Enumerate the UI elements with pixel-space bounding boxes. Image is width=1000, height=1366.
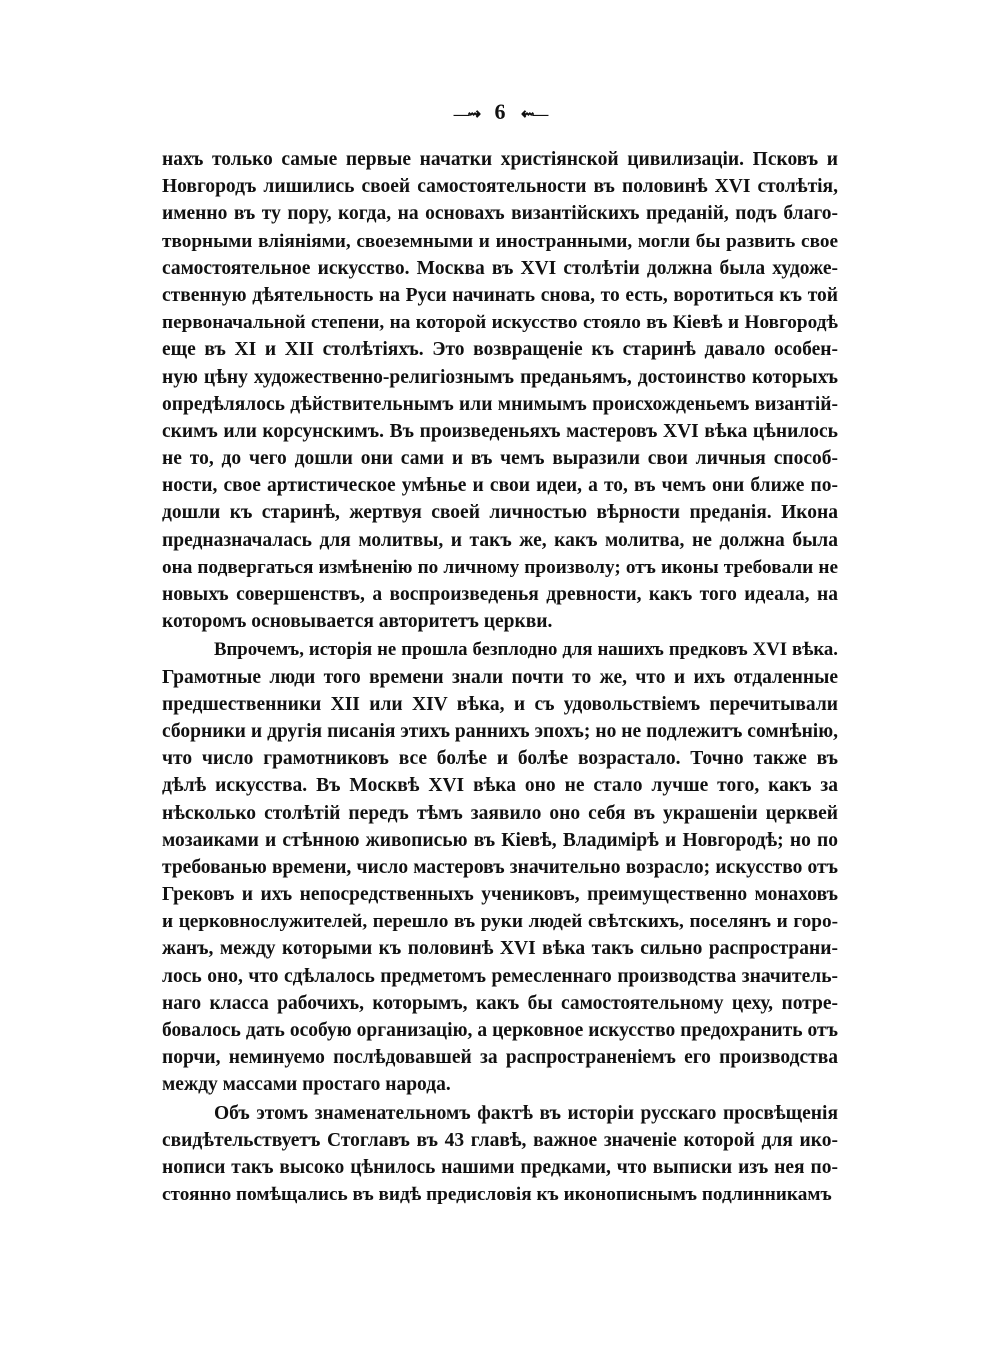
text-line: ности, свое артистическое умѣнье и свои идеи, а то, въ чемъ они ближе по- bbox=[162, 475, 838, 497]
text-line: первоначальной степени, на которой искусство стояло въ Кіевѣ и Новгородѣ bbox=[162, 312, 838, 334]
left-ornament: —⇝ bbox=[453, 106, 479, 123]
text-line: именно въ ту пору, когда, на основахъ византійскихъ преданій, подъ благо- bbox=[162, 203, 838, 225]
text-line: наго класса рабочихъ, которымъ, какъ бы самостоятельному цеху, потре- bbox=[162, 992, 838, 1014]
text-line: нѣсколько столѣтій передъ тѣмъ заявило оно себя въ украшеніи церквей bbox=[162, 802, 838, 824]
text-line: новыхъ совершенствъ, а воспроизведенья древности, какъ того идеала, на bbox=[162, 584, 838, 605]
text-line: мозаиками и стѣнною живописью въ Кіевѣ, Владимірѣ и Новгородѣ; но по bbox=[162, 829, 838, 851]
text-line: опредѣлялось дѣйствительнымъ или мнимымъ происхожденьемъ византій- bbox=[162, 393, 838, 415]
text-line: предшественники XII или XIV вѣка, и съ удовольствіемъ перечитывали bbox=[162, 693, 838, 715]
text-line: Грековъ и ихъ непосредственныхъ учениковъ, преимущественно монаховъ bbox=[162, 884, 838, 906]
text-line: Объ этомъ знаменательномъ фактѣ въ исторіи русскаго просвѣщенія bbox=[214, 1102, 838, 1124]
text-line: самостоятельное искусство. Москва въ XVI столѣтіи должна была художе- bbox=[162, 257, 838, 279]
text-line: порчи, неминуемо послѣдовавшей за распространеніемъ его производства bbox=[162, 1047, 838, 1069]
text-line: жанъ, между которыми къ половинѣ XVI вѣка такъ сильно распространи- bbox=[162, 938, 838, 960]
text-line: еще въ XI и XII столѣтіяхъ. Это возвращеніе къ старинѣ давало особен- bbox=[162, 339, 838, 361]
text-line: Грамотные люди того времени знали почти то же, что и ихъ отдаленные bbox=[162, 666, 838, 688]
text-line: дѣлѣ искусства. Въ Москвѣ XVI вѣка оно не стало лучше того, какъ за bbox=[162, 775, 838, 797]
text-line: ную цѣну художественно-религіознымъ преданьямъ, достоинство которыхъ bbox=[162, 366, 838, 388]
text-line: ственную дѣятельность на Руси начинать снова, то есть, воротиться къ той bbox=[162, 284, 838, 306]
page-header bbox=[0, 98, 1000, 129]
text-line: дошли къ старинѣ, жертвуя своей личностью вѣрности преданія. Икона bbox=[162, 502, 838, 524]
text-line: Впрочемъ, исторія не прошла безплодно для нашихъ предковъ XVI вѣка. bbox=[214, 639, 838, 661]
text-line: нахъ только самые первые начатки христіянской цивилизаціи. Псковъ и bbox=[162, 149, 838, 170]
text-line: она подвергаться измѣненію по личному произволу; отъ иконы требовали не bbox=[162, 556, 838, 578]
text-line: творными вліяніями, своеземными и иностранными, могли бы развить свое bbox=[162, 230, 838, 252]
text-line: и церковнослужителей, перешло въ руки людей свѣтскихъ, поселянъ и горо- bbox=[162, 911, 838, 933]
text-line: скимъ или корсунскимъ. Въ произведеньяхъ мастеровъ XVI вѣка цѣнилось bbox=[162, 420, 838, 442]
body-text bbox=[162, 146, 838, 1208]
text-line: не то, до чего дошли они сами и въ чемъ выразили свои личныя способ- bbox=[162, 448, 838, 470]
text-line: стоянно помѣщались въ видѣ предисловія къ иконописнымъ подлинникамъ bbox=[162, 1184, 832, 1206]
right-ornament: ⇜— bbox=[521, 106, 547, 123]
paragraph bbox=[162, 146, 838, 635]
text-line: сборники и другія писанія этихъ раннихъ эпохъ; но не подлежитъ сомнѣнію, bbox=[162, 720, 838, 742]
text-line: которомъ основывается авторитетъ церкви. bbox=[162, 611, 553, 633]
text-line: предназначалась для молитвы, и такъ же, какъ молитва, не должна была bbox=[162, 529, 838, 551]
text-line: требованью времени, число мастеровъ значительно возрасло; искусство отъ bbox=[162, 856, 838, 878]
text-line: лось оно, что сдѣлалось предметомъ ремесленнаго производства значитель- bbox=[162, 965, 838, 987]
text-line: что число грамотниковъ все болѣе и болѣе возрастало. Точно также въ bbox=[162, 748, 838, 770]
text-line: бовалось дать особую организацію, а церковное искусство предохранить отъ bbox=[162, 1020, 838, 1041]
paragraph bbox=[162, 1100, 838, 1209]
page-number: 6 bbox=[494, 99, 506, 124]
text-line: свидѣтельствуетъ Стоглавъ въ 43 главѣ, важное значеніе которой для ико- bbox=[162, 1129, 838, 1151]
text-line: Новгородъ лишились своей самостоятельности въ половинѣ XVI столѣтія, bbox=[162, 176, 838, 198]
paragraph bbox=[162, 636, 838, 1098]
text-line: между массами простаго народа. bbox=[162, 1074, 451, 1096]
text-line: нописи такъ высоко цѣнилось нашими предками, что выписки изъ нея по- bbox=[162, 1156, 838, 1178]
